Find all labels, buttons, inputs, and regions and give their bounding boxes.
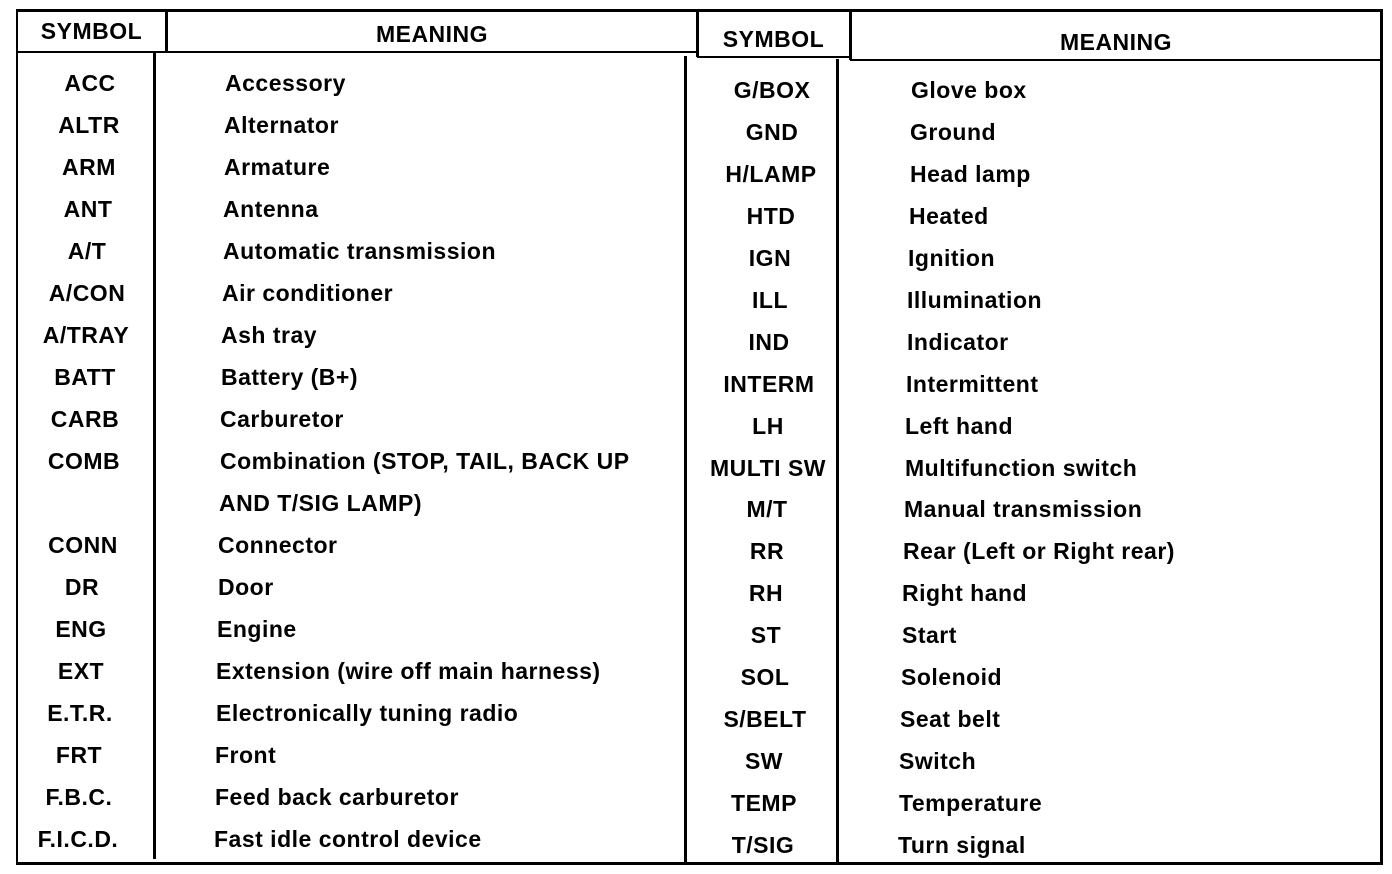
symbol-cell: CARB	[50, 406, 120, 432]
symbol-cell: EXT	[57, 658, 105, 684]
meaning-cell: Rear (Left or Right rear)	[903, 538, 1175, 564]
meaning-cell: Extension (wire off main harness)	[216, 658, 601, 684]
symbol-cell: ACC	[64, 70, 116, 96]
symbol-cell: GND	[745, 119, 799, 145]
symbol-cell: S/BELT	[723, 706, 807, 732]
meaning-cell: Antenna	[223, 196, 319, 222]
symbol-cell: E.T.R.	[47, 700, 113, 726]
symbol-cell: SW	[744, 748, 784, 774]
symbol-cell: H/LAMP	[725, 161, 817, 187]
symbol-cell: F.B.C.	[45, 784, 113, 810]
symbol-cell: M/T	[746, 496, 788, 522]
meaning-cell: Door	[218, 574, 274, 600]
meaning-cell: Illumination	[907, 287, 1043, 313]
meaning-cell: Carburetor	[220, 406, 344, 432]
meaning-cell: Intermittent	[906, 371, 1039, 397]
meaning-cell: Ash tray	[221, 322, 318, 348]
symbol-cell: HTD	[746, 203, 796, 229]
meaning-cell: Glove box	[911, 77, 1027, 103]
symbol-cell: A/TRAY	[42, 322, 130, 348]
meaning-cell: Indicator	[907, 329, 1009, 355]
meaning-cell: Fast idle control device	[214, 826, 482, 852]
symbol-cell: TEMP	[731, 790, 797, 816]
meaning-cell: Turn signal	[898, 832, 1026, 858]
symbol-cell: RR	[749, 538, 785, 564]
symbol-cell: LH	[752, 413, 784, 439]
meaning-cell: Left hand	[905, 413, 1013, 439]
meaning-cell: Seat belt	[900, 706, 1001, 732]
symbol-cell: INTERM	[723, 371, 815, 397]
meaning-cell: Solenoid	[901, 664, 1003, 690]
symbol-cell: ANT	[63, 196, 113, 222]
header-rule	[17, 51, 698, 53]
meaning-cell: Right hand	[902, 580, 1028, 606]
symbol-cell: A/T	[67, 238, 107, 264]
meaning-cell: Multifunction switch	[905, 455, 1138, 481]
meaning-cell: Feed back carburetor	[215, 784, 459, 810]
header-symbol-left: SYMBOL	[40, 18, 143, 44]
symbol-cell: COMB	[47, 448, 121, 474]
symbol-cell: SOL	[740, 664, 790, 690]
header-symbol-right: SYMBOL	[722, 26, 825, 52]
meaning-cell: Switch	[899, 748, 977, 774]
symbol-cell: F.I.C.D.	[37, 826, 119, 852]
symbol-cell: G/BOX	[733, 77, 811, 103]
meaning-cell: Start	[902, 622, 957, 648]
meaning-cell: Automatic transmission	[223, 238, 496, 264]
symbol-cell: ILL	[752, 287, 788, 313]
symbol-cell: A/CON	[48, 280, 126, 306]
meaning-cell: Alternator	[224, 112, 339, 138]
symbol-cell: IND	[748, 329, 790, 355]
symbol-cell: ENG	[55, 616, 107, 642]
symbol-cell: DR	[64, 574, 100, 600]
meaning-cell: Front	[215, 742, 277, 768]
symbol-cell: ALTR	[58, 112, 120, 138]
header-meaning-left: MEANING	[375, 21, 489, 47]
symbol-cell: CONN	[48, 532, 118, 558]
symbol-cell: T/SIG	[731, 832, 795, 858]
meaning-cell: Combination (STOP, TAIL, BACK UP	[220, 448, 630, 474]
meaning-cell: Battery (B+)	[221, 364, 359, 390]
meaning-cell: Armature	[224, 154, 331, 180]
header-rule	[850, 59, 1381, 61]
header-meaning-right: MEANING	[1059, 29, 1173, 55]
symbol-cell: IGN	[748, 245, 792, 271]
meaning-cell: AND T/SIG LAMP)	[219, 490, 422, 516]
symbol-cell: FRT	[55, 742, 103, 768]
meaning-cell: Electronically tuning radio	[216, 700, 519, 726]
meaning-cell: Manual transmission	[904, 496, 1143, 522]
symbol-cell: ST	[750, 622, 782, 648]
meaning-cell: Heated	[909, 203, 989, 229]
meaning-cell: Accessory	[225, 70, 346, 96]
meaning-cell: Temperature	[899, 790, 1043, 816]
symbol-cell: ARM	[62, 154, 116, 180]
symbol-cell: BATT	[54, 364, 116, 390]
symbol-cell: RH	[748, 580, 784, 606]
meaning-cell: Air conditioner	[222, 280, 394, 306]
header-rule	[697, 56, 851, 58]
meaning-cell: Ignition	[908, 245, 996, 271]
meaning-cell: Engine	[217, 616, 297, 642]
meaning-cell: Connector	[218, 532, 338, 558]
symbol-cell: MULTI SW	[710, 455, 826, 481]
column-divider	[684, 56, 687, 864]
meaning-cell: Ground	[910, 119, 997, 145]
meaning-cell: Head lamp	[910, 161, 1031, 187]
